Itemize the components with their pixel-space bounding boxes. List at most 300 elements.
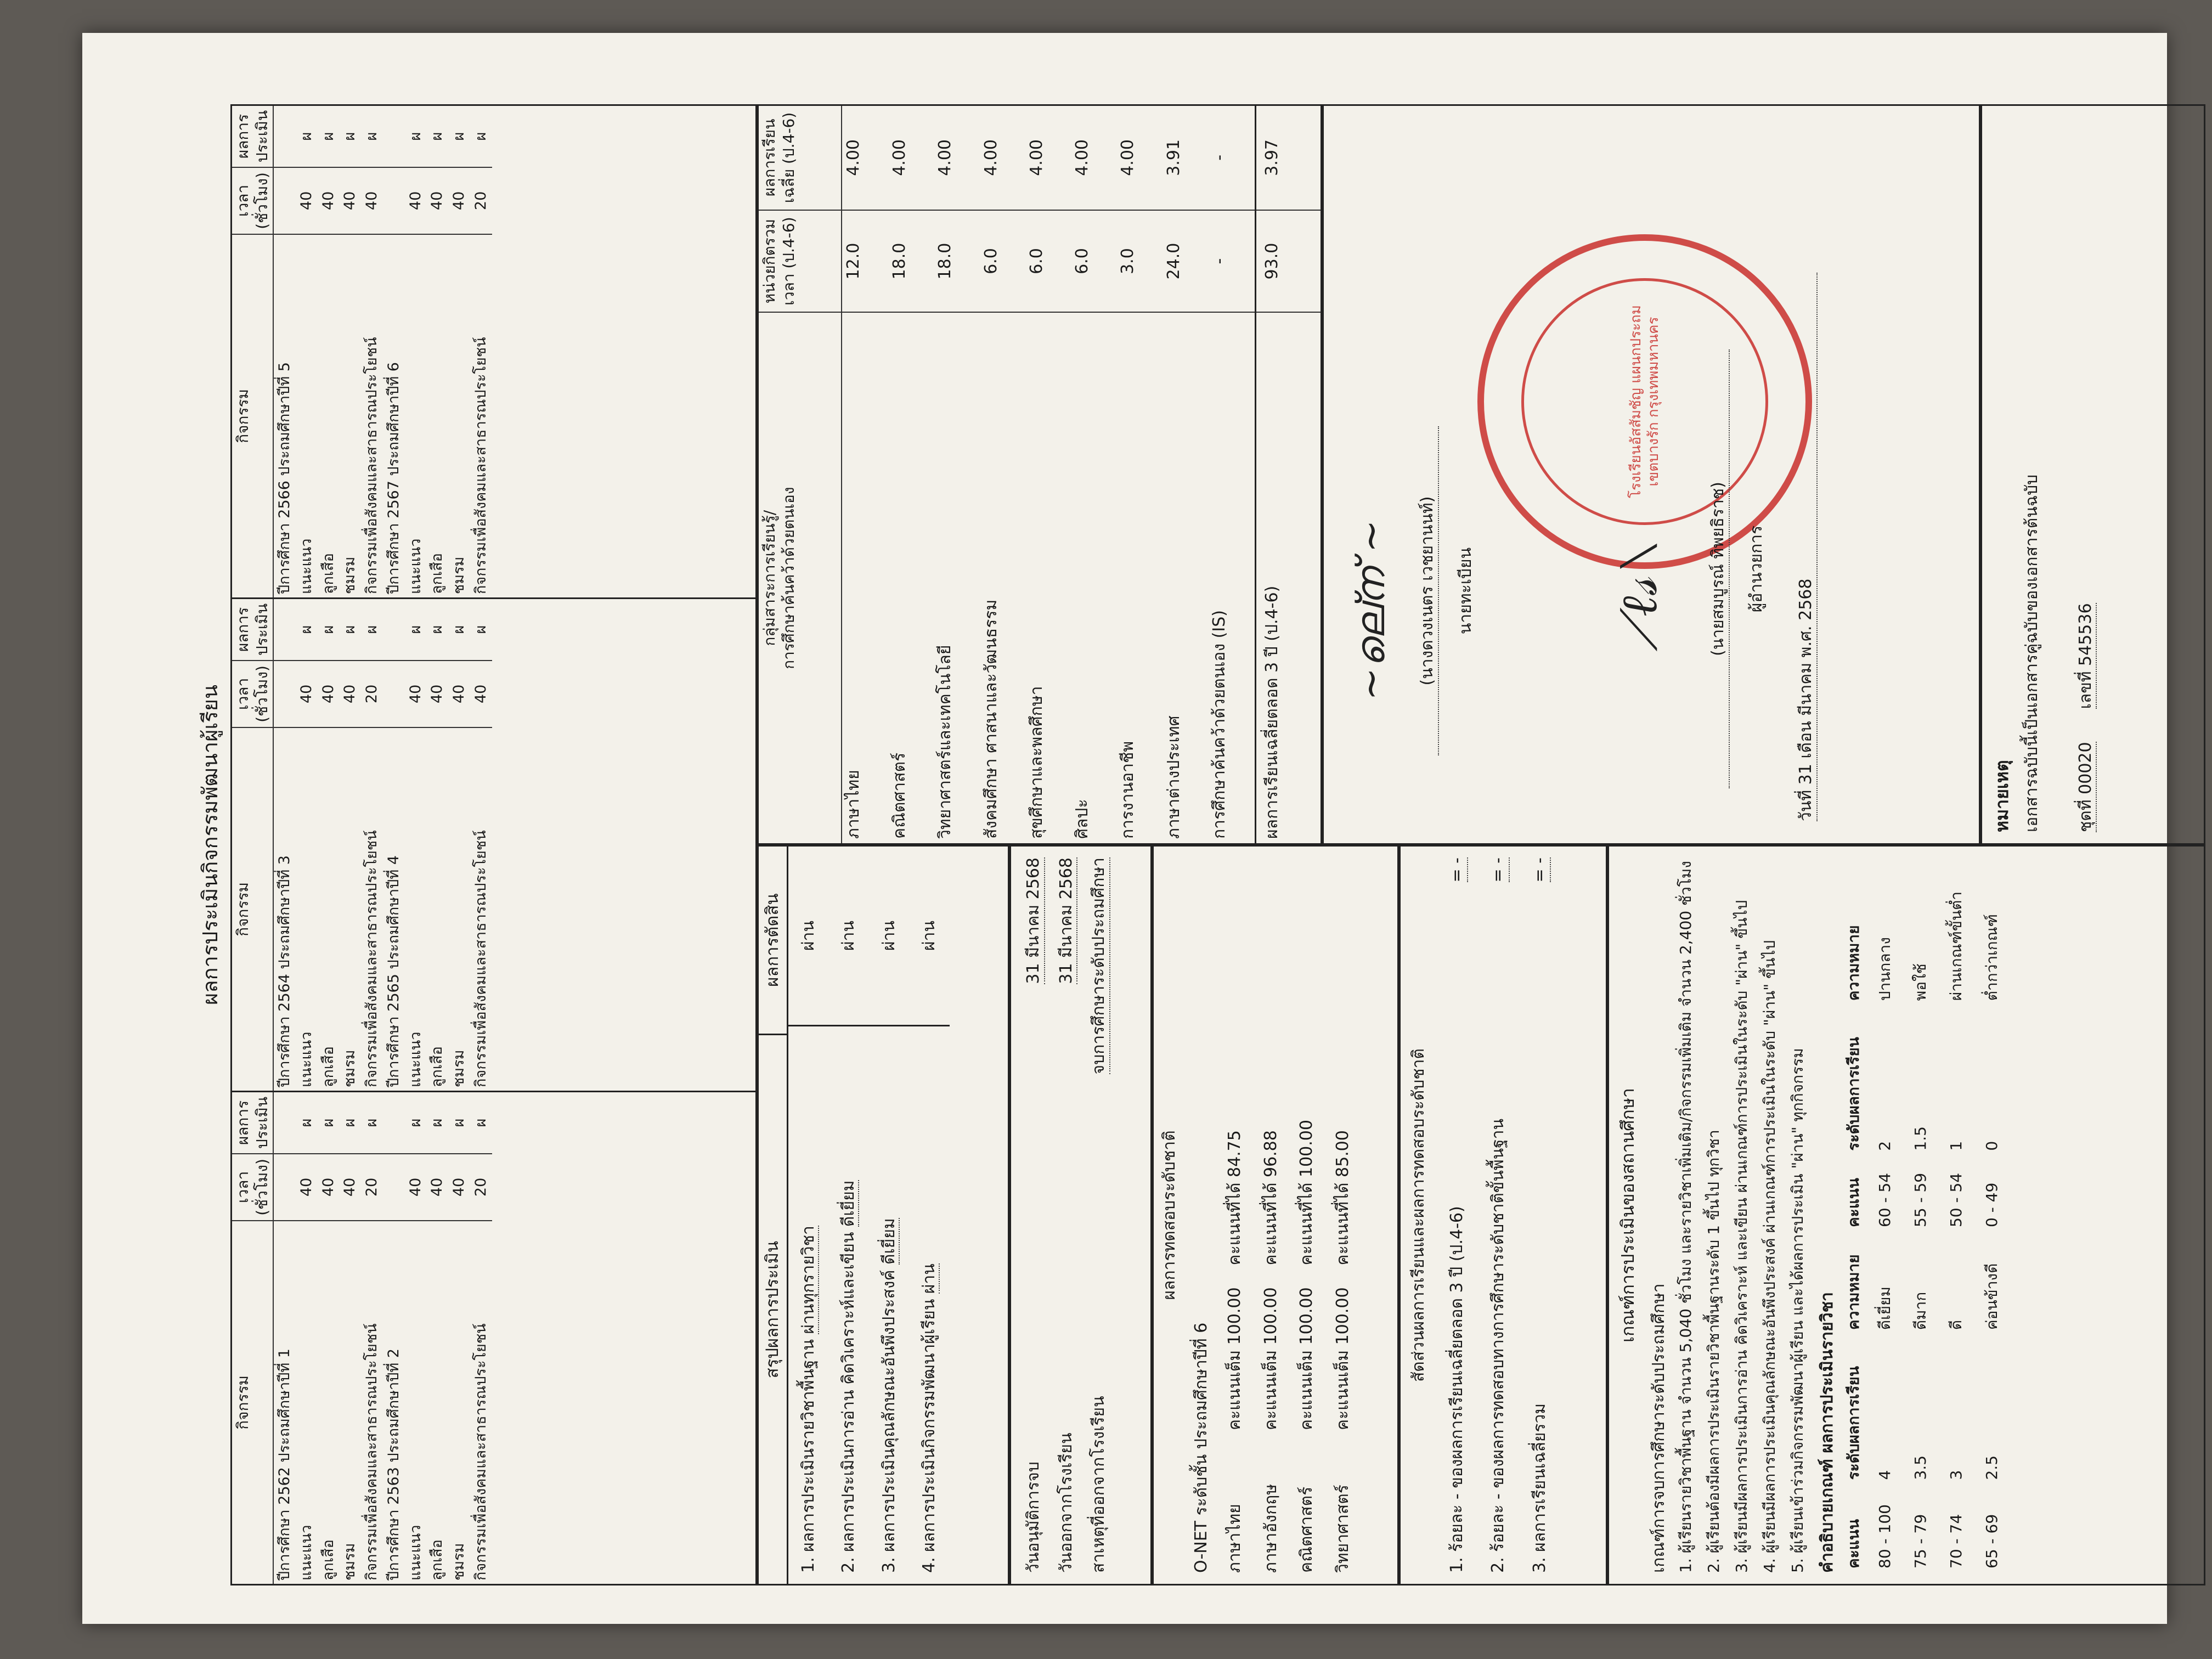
grade-subject: วิทยาศาสตร์และเทคโนโลยี [935,645,955,839]
date-row [1051,857,1084,1573]
activity-row [448,599,470,1091]
onet-rows [1217,847,1361,1584]
grade-credit: 3.0 [1116,210,1162,313]
activity-hours: 40 [339,661,361,727]
summary-cell [788,1026,829,1584]
criteria-items [1672,847,1812,1584]
year-row [273,106,296,597]
legend-row [1867,861,1902,1572]
onet-row [1289,857,1325,1573]
legend-header: คะแนน [1844,1519,1863,1568]
grade-row [1163,106,1208,843]
legend-cell: 0 - 49 [1983,1182,2001,1228]
activity-name: กิจกรรมเพื่อสังคมและสาธารณประโยชน์ [363,337,380,594]
grade-credit: 6.0 [1025,210,1071,313]
date-value: 31 มีนาคม 2568 [1023,857,1045,984]
year-label: ปีการศึกษา 2566 ประถมศึกษาปีที่ 5 [276,362,293,594]
activity-row [470,106,492,597]
activity-name: กิจกรรมเพื่อสังคมและสาธารณประโยชน์ [472,830,489,1087]
activity-row [448,106,470,597]
summary-result: ผ่าน [828,847,869,1026]
activity-result: ผ [361,1092,383,1154]
activities-header-cell: เวลา (ชั่วโมง) [232,1154,273,1221]
legend-cell: 1 [1947,1141,1965,1151]
grades-header-line1: หน่วยกิตรวม [760,219,778,304]
ratio-value: = - [1530,857,1551,883]
ratio-value: = - [1488,857,1510,883]
activity-hours: 20 [361,661,383,727]
activity-row [339,106,361,597]
legend-header: ระดับผลการเรียน [1844,1366,1863,1480]
activity-result: ผ [339,599,361,661]
grade-result: 4.00 [980,106,1025,210]
grade-total-cell: ผลการเรียนเฉลี่ยตลอด 3 ปี (ป.4-6) [1255,312,1321,843]
onet-subject: ภาษาไทย [1225,1504,1244,1573]
activity-name: ลูกเสือ [319,553,337,594]
year-row [273,1092,296,1584]
year-label: ปีการศึกษา 2567 ประถมศึกษาปีที่ 6 [385,362,402,594]
activity-row [448,1092,470,1584]
summary-items [788,847,950,1584]
ratio-section [1399,845,1607,1585]
onet-full: คะแนนเต็ม 100.00 [1261,1287,1280,1430]
onet-row [1253,857,1289,1573]
activity-hours: 40 [405,167,427,234]
activity-result: ผ [296,1092,318,1154]
summary-cell [828,1026,869,1584]
activities-header-cell: ผลการประเมิน [232,106,273,167]
activity-result: ผ [448,599,470,661]
activity-hours: 40 [426,167,448,234]
rotated-document [192,82,2212,1607]
summary-row [869,847,910,1584]
criteria-item: 5. ผู้เรียนเข้าร่วมกิจกรรมพัฒนาผู้เรียน และได้ผลการประเมิน "ผ่าน" ทุกกิจกรรม [1788,1048,1807,1573]
activity-result: ผ [318,1092,340,1154]
activities-subtable [232,599,492,1091]
grades-header-subject [759,312,842,843]
legend-cell: 2.5 [1983,1455,2001,1480]
grade-credit: 6.0 [980,210,1025,313]
activity-hours: 40 [318,661,340,727]
onet-header: ผลการทดสอบระดับชาติ [1160,1130,1179,1300]
grade-total-row [1255,106,1321,843]
activities-header-cell: เวลา (ชั่วโมง) [232,661,273,727]
legend-cell: ผ่านเกณฑ์ขั้นต่ำ [1947,891,1965,1001]
grade-total-cell: 93.0 [1255,210,1321,313]
year-row [383,106,405,597]
activity-hours: 40 [470,661,492,727]
grade-credit: 6.0 [1071,210,1116,313]
grades-header-row [759,106,842,843]
notes-line: เอกสารฉบับนี้เป็นเอกสารคู่ฉบับของเอกสารต้นฉบับ [2022,474,2041,832]
activities-header-row [232,599,273,1091]
year-label: ปีการศึกษา 2563 ประถมศึกษาปีที่ 2 [385,1348,402,1581]
grade-legend [1839,860,2010,1573]
year-blank [383,167,405,234]
legend-cell: ปานกลาง [1876,937,1894,1001]
legend-row [1939,861,1973,1572]
date-row [1018,857,1051,1573]
onet-subject: คณิตศาสตร์ [1297,1486,1316,1573]
activity-result: ผ [405,106,427,167]
grade-subject: ภาษาต่างประเทศ [1164,715,1183,839]
director-name: (นายสมบูรณ์ ทิพยธิราช) [1708,349,1730,788]
summary-label: 3. ผลการประเมินคุณลักษณะอันพึงประสงค์ [879,1264,899,1573]
activity-row [426,1092,448,1584]
activity-row [470,599,492,1091]
page-title: ผลการประเมินกิจกรรมพัฒนาผู้เรียน [198,685,222,1006]
onet-full: คะแนนเต็ม 100.00 [1297,1287,1316,1430]
activity-name: กิจกรรมเพื่อสังคมและสาธารณประโยชน์ [363,1323,380,1581]
activity-row [361,599,383,1091]
activity-hours: 40 [296,1154,318,1221]
activity-name: ลูกเสือ [428,1539,446,1581]
activities-header-cell: ผลการประเมิน [232,1092,273,1154]
activity-row [361,106,383,597]
activity-result: ผ [361,599,383,661]
notes-section [1980,104,2205,845]
activity-result: ผ [318,106,340,167]
activity-hours: 40 [405,661,427,727]
onet-row [1217,857,1253,1573]
activity-row [318,1092,340,1584]
ratio-label: 2. ร้อยละ - ของผลการทดสอบทางการศึกษาระดับชาติขั้นพื้นฐาน [1488,1118,1508,1573]
activities-table [230,104,757,1585]
grade-result: 4.00 [1025,106,1071,210]
registrar-name: (นางดวงเนตร เวชยานนท์) [1417,426,1439,755]
activity-result: ผ [470,599,492,661]
activity-hours: 40 [448,661,470,727]
ratio-value: = - [1447,857,1469,883]
activities-subtable [232,106,492,597]
activity-name: ลูกเสือ [319,1539,337,1581]
year-blank [273,106,296,167]
activity-result: ผ [448,106,470,167]
legend-header: คะแนน [1844,1177,1863,1228]
activity-hours: 40 [318,167,340,234]
grade-row [934,106,979,843]
activities-header-row [232,1092,273,1584]
activity-row [339,1092,361,1584]
activity-name: กิจกรรมเพื่อสังคมและสาธารณประโยชน์ [472,1323,489,1581]
grades-header-line2: เวลา (ป.4-6) [780,217,798,306]
seal-inner-ring [1521,278,1768,525]
summary-detail: ดีเยี่ยม [879,1218,899,1265]
legend-title: คำอธิบายเกณฑ์ ผลการประเมินรายวิชา [1817,1292,1837,1573]
activity-name: กิจกรรมเพื่อสังคมและสาธารณประโยชน์ [363,830,380,1087]
activity-result: ผ [318,599,340,661]
grade-subject: การงานอาชีพ [1118,741,1138,839]
activity-name: แนะแนว [297,1031,315,1087]
registrar-signature: ~ലെ്ന് ~ [1347,520,1393,701]
year-label: ปีการศึกษา 2562 ประถมศึกษาปีที่ 1 [276,1348,293,1581]
activity-hours: 40 [339,167,361,234]
grades-header-line2: การศึกษาค้นคว้าด้วยตนเอง [780,487,798,669]
criteria-item: 1. ผู้เรียนรายวิชาพื้นฐาน จำนวน 5,040 ชั่วโมง และรายวิชาเพิ่มเติม/กิจกรรมเพิ่มเติม จำนวน 2,400 ชั่วโมง [1676,861,1695,1573]
grades-table [759,106,1321,843]
grades-header-line2: เฉลี่ย (ป.4-6) [780,112,798,204]
activity-result: ผ [339,1092,361,1154]
activity-hours: 40 [339,1154,361,1221]
year-label: ปีการศึกษา 2564 ประถมศึกษาปีที่ 3 [276,855,293,1087]
year-blank [383,1154,405,1221]
criteria-item: 3. ผู้เรียนมีผลการประเมินการอ่าน คิดวิเคราะห์ และเขียน ผ่านเกณฑ์การประเมินในระดับ "ผ่าน" ขึ้นไป [1732,900,1751,1573]
notes-title: หมายเหตุ [1991,760,2012,832]
activities-header-cell: กิจกรรม [232,234,273,597]
summary-cell [869,1026,910,1584]
onet-full: คะแนนเต็ม 100.00 [1333,1287,1352,1430]
criteria-subheader: เกณฑ์การจบการศึกษาระดับประถมศึกษา [1649,1283,1668,1573]
legend-cell: ดี [1947,1319,1965,1330]
activities-header-cell: กิจกรรม [232,727,273,1091]
grade-result: 3.91 [1163,106,1208,210]
grade-row [888,106,934,843]
grade-row [980,106,1025,843]
activity-row [361,1092,383,1584]
legend-cell: 50 - 54 [1947,1172,1965,1228]
activities-right [232,599,755,1091]
year-blank [273,1092,296,1154]
criteria-item: 4. ผู้เรียนมีผลการประเมินคุณลักษณะอันพึงประสงค์ ผ่านเกณฑ์การประเมินในระดับ "ผ่าน" ขึ้นไป [1760,940,1779,1573]
year-blank [273,599,296,661]
activities-header-cell: ผลการประเมิน [232,599,273,661]
year-blank [383,599,405,661]
legend-cell: 4 [1876,1470,1894,1480]
onet-subheader: O-NET ระดับชั้น ประถมศึกษาปีที่ 6 [1191,1322,1211,1573]
legend-cell: 60 - 54 [1876,1172,1894,1228]
activity-row [339,599,361,1091]
legend-row [1974,861,2009,1572]
activity-result: ผ [339,106,361,167]
year-blank [273,1154,296,1221]
legend-header: ความหมาย [1844,925,1863,1001]
grade-credit: 18.0 [934,210,979,313]
summary-label: 1. ผลการประเมินรายวิชาพื้นฐาน [798,1334,818,1573]
date-label: วันอนุมัติการจบ [1024,1462,1043,1573]
activity-result: ผ [470,106,492,167]
activity-row [318,106,340,597]
ratio-row [1437,857,1479,1573]
activity-row [470,1092,492,1584]
onet-subject: วิทยาศาสตร์ [1333,1485,1352,1573]
summary-row [909,847,950,1584]
onet-full: คะแนนเต็ม 100.00 [1225,1287,1244,1430]
grades-header-credit [759,210,842,313]
activity-name: ชมรม [341,1049,359,1087]
registrar-title: นายทะเบียน [1456,547,1475,635]
issue-date: วันที่ 31 เดือน มีนาคม พ.ศ. 2568 [1796,273,1818,821]
activity-result: ผ [426,1092,448,1154]
activity-result: ผ [448,1092,470,1154]
grade-subject: สุขศึกษาและพลศึกษา [1026,686,1046,839]
director-title: ผู้อำนวยการ [1747,525,1766,613]
activity-name: แนะแนว [297,1525,315,1581]
grade-credit: 18.0 [888,210,934,313]
activity-row [426,599,448,1091]
grade-credit: - [1208,210,1255,313]
grade-subject: คณิตศาสตร์ [889,752,909,839]
summary-row [788,847,829,1584]
signature-section [1322,104,1980,845]
legend-cell: พอใช้ [1911,963,1929,1001]
summary-header: สรุปผลการประเมิน [763,1240,782,1379]
activity-result: ผ [426,106,448,167]
legend-cell: 2 [1876,1141,1894,1151]
ratio-label: 1. ร้อยละ - ของผลการเรียนเฉลี่ยตลอด 3 ปี (ป.4-6) [1447,1206,1466,1573]
activity-row [296,1092,318,1584]
date-label: สาเหตุที่ออกจากโรงเรียน [1089,1396,1108,1573]
criteria-section [1607,845,2205,1585]
activity-hours: 40 [405,1154,427,1221]
grade-row [1116,106,1162,843]
activity-name: ชมรม [450,556,467,594]
summary-row [828,847,869,1584]
date-value: จบการศึกษาระดับประถมศึกษา [1088,857,1110,1074]
year-blank [273,167,296,234]
onet-score: คะแนนที่ได้ 84.75 [1225,1130,1244,1266]
activity-hours: 40 [448,167,470,234]
activity-name: ชมรม [450,1049,467,1087]
grade-result: - [1208,106,1255,210]
summary-result: ผ่าน [909,847,950,1026]
year-label: ปีการศึกษา 2565 ประถมศึกษาปีที่ 4 [385,855,402,1087]
activity-row [318,599,340,1091]
year-blank [383,1092,405,1154]
ratio-row [1478,857,1520,1573]
activity-row [405,1092,427,1584]
onet-score: คะแนนที่ได้ 85.00 [1333,1130,1352,1266]
activities-left [232,1091,755,1584]
activity-hours: 40 [426,661,448,727]
activity-name: แนะแนว [297,538,315,594]
summary-label: 4. ผลการประเมินกิจกรรมพัฒนาผู้เรียน [919,1294,939,1573]
legend-cell: 0 [1983,1141,2001,1151]
activities-header-cell: กิจกรรม [232,1221,273,1584]
grade-subject: การศึกษาค้นคว้าด้วยตนเอง (IS) [1210,610,1229,839]
grade-row [1208,106,1255,843]
activity-hours: 40 [296,661,318,727]
summary-detail: ผ่าน [919,1263,939,1294]
dates-list [1011,847,1122,1584]
date-row [1083,857,1116,1573]
activity-row [405,106,427,597]
grade-credit: 24.0 [1163,210,1208,313]
activity-hours: 20 [361,1154,383,1221]
legend-cell: ดีเยี่ยม [1876,1286,1894,1330]
activities-third [232,106,755,599]
activity-name: กิจกรรมเพื่อสังคมและสาธารณประโยชน์ [472,337,489,594]
legend-cell: 3.5 [1911,1455,1929,1480]
legend-cell: ดีมาก [1911,1291,1929,1330]
grades-header-line1: ผลการเรียน [760,119,778,197]
activity-row [296,106,318,597]
legend-cell: 3 [1947,1470,1965,1480]
activity-result: ผ [296,599,318,661]
activity-name: แนะแนว [407,538,424,594]
activities-subtable [232,1092,492,1584]
summary-cell [909,1026,950,1584]
legend-cell: ค่อนข้างดี [1983,1263,2001,1330]
activity-name: ลูกเสือ [428,1046,446,1087]
legend-cell: 1.5 [1911,1126,1929,1151]
grade-result: 4.00 [934,106,979,210]
legend-cell: 70 - 74 [1947,1514,1965,1568]
activity-hours: 40 [448,1154,470,1221]
summary-label: 2. ผลการประเมินการอ่าน คิดวิเคราะห์และเขียน [839,1227,859,1573]
legend-header: ระดับผลการเรียน [1844,1037,1863,1151]
set-number: ชุดที่ 00020 [2075,742,2097,832]
grades-header-gpa [759,106,842,210]
year-row [273,599,296,1091]
activity-hours: 40 [296,167,318,234]
legend-cell: 80 - 100 [1876,1504,1894,1568]
summary-detail: ผ่านทุกรายวิชา [798,1226,818,1334]
summary-section [757,845,1009,1585]
onet-score: คะแนนที่ได้ 100.00 [1297,1120,1316,1266]
criteria-item: 2. ผู้เรียนต้องมีผลการประเมินรายวิชาพื้นฐานระดับ 1 ขึ้นไป ทุกวิชา [1704,1130,1723,1573]
year-blank [273,661,296,727]
activity-row [405,599,427,1091]
activity-result: ผ [426,599,448,661]
year-blank [383,661,405,727]
summary-result-header: ผลการตัดสิน [759,847,787,1035]
year-row [383,1092,405,1584]
dates-section [1009,845,1152,1585]
criteria-header: เกณฑ์การประเมินของสถานศึกษา [1617,1088,1638,1342]
activity-name: ชมรม [341,556,359,594]
grade-subject: ภาษาไทย [843,770,863,839]
grade-result: 4.00 [1071,106,1116,210]
legend-header-row [1841,861,1866,1572]
activity-result: ผ [405,599,427,661]
legend-cell: 55 - 59 [1911,1172,1929,1228]
legend-header: ความหมาย [1844,1254,1863,1330]
activity-name: แนะแนว [407,1031,424,1087]
activity-hours: 40 [361,167,383,234]
activity-hours: 20 [470,167,492,234]
onet-row [1325,857,1361,1573]
grades-section [757,104,1322,845]
summary-detail: ดีเยี่ยม [839,1180,859,1227]
ratio-label: 3. ผลการเรียนเฉลี่ยรวม [1530,1403,1549,1573]
summary-result: ผ่าน [869,847,910,1026]
legend-cell: 75 - 79 [1911,1514,1929,1568]
legend-row [1903,861,1938,1572]
activity-result: ผ [470,1092,492,1154]
year-blank [383,106,405,167]
grade-subject: สังคมศึกษา ศาสนาและวัฒนธรรม [981,599,1001,839]
ratio-items [1437,847,1561,1584]
activity-name: ชมรม [450,1543,467,1581]
grade-result: 4.00 [1116,106,1162,210]
onet-subject: ภาษาอังกฤษ [1261,1483,1280,1573]
grade-credit: 12.0 [842,210,888,313]
date-label: วันออกจากโรงเรียน [1056,1432,1076,1573]
activity-name: แนะแนว [407,1525,424,1581]
grade-total-cell: 3.97 [1255,106,1321,210]
grade-result: 4.00 [888,106,934,210]
activity-result: ผ [361,106,383,167]
onet-score: คะแนนที่ได้ 96.88 [1261,1130,1280,1266]
grade-row [842,106,888,843]
activity-result: ผ [296,106,318,167]
activity-row [296,599,318,1091]
activity-hours: 20 [470,1154,492,1221]
activity-name: ลูกเสือ [428,553,446,594]
activities-header-cell: เวลา (ชั่วโมง) [232,167,273,234]
grade-row [1071,106,1116,843]
activity-name: ลูกเสือ [319,1046,337,1087]
